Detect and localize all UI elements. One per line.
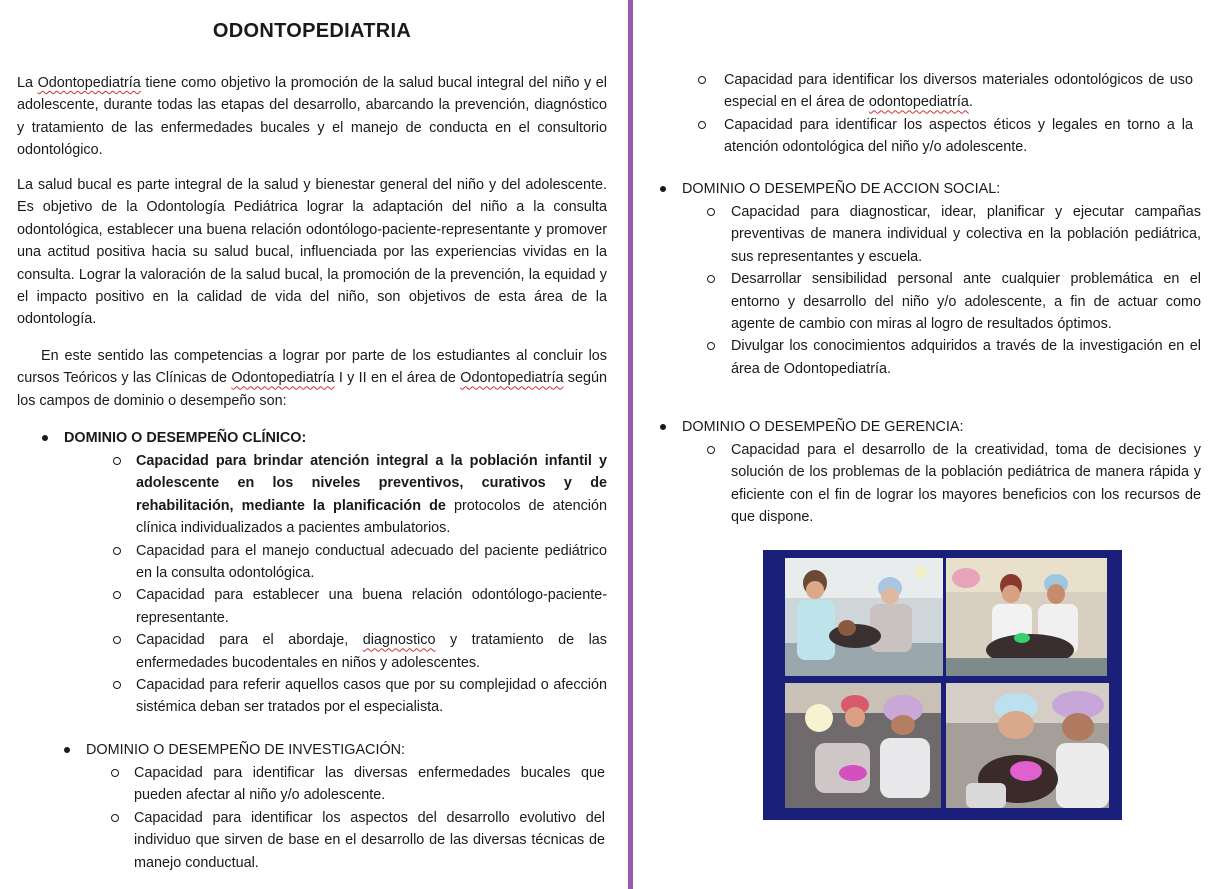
photo-collage <box>763 550 1122 820</box>
list-item <box>111 807 605 874</box>
text: Capacidad para identificar los aspectos del desarrollo evolutivo del individuo que sirven de base en el desarrollo de las diversas técnicas de manejo conductual. <box>134 809 605 871</box>
text: Capacidad para establecer una buena relación odontólogo-paciente-representante. <box>136 587 607 626</box>
list-item <box>113 629 607 674</box>
section-heading: DOMINIO O DESEMPEÑO DE INVESTIGACIÓN: <box>86 742 406 758</box>
text: Capacidad para diagnosticar, idear, planificar y ejecutar campañas preventivas de manera individual y colectiva en la población pediátrica, sus representantes y escuela. <box>731 204 1201 265</box>
section-heading: DOMINIO O DESEMPEÑO DE GERENCIA: <box>682 419 964 435</box>
section-heading: DOMINIO O DESEMPEÑO CLÍNICO: <box>64 430 307 446</box>
text: y tratamiento de las enfermedades bucodentales en niños y adolescentes. <box>136 632 607 671</box>
text: Capacidad para identificar las diversas enfermedades bucales que pueden afectar al niño y/o adolescente. <box>134 765 605 804</box>
list-item <box>113 584 607 629</box>
text: Divulgar los conocimientos adquiridos a través de la investigación en el área de Odontopediatría. <box>731 338 1201 377</box>
spellcheck-term: Odontopediatría <box>231 370 335 387</box>
text: Capacidad para el desarrollo de la creatividad, toma de decisiones y solución de los problemas de la población pediátrica de manera rápida y eficiente con el fin de lograr los mayores beneficios con los recursos de que dispone. <box>731 442 1201 526</box>
circle-bullet-icon <box>707 208 715 216</box>
photo-dental-exam-4 <box>946 683 1109 808</box>
bullet-icon <box>660 424 666 430</box>
photo-dental-exam-1 <box>785 558 943 676</box>
circle-bullet-icon <box>113 591 121 599</box>
text: protocolos de atención clínica individualizados a pacientes ambulatorios. <box>136 497 607 537</box>
list-item <box>705 439 1201 529</box>
list-item <box>113 450 607 540</box>
spellcheck-term: Odontopediatría <box>37 75 141 91</box>
circle-bullet-icon <box>113 636 121 644</box>
circle-bullet-icon <box>113 457 121 465</box>
text: La <box>17 75 38 91</box>
list-item <box>705 201 1201 268</box>
text: Desarrollar sensibilidad personal ante cualquier problemática en el entorno y desarrollo del niño y/o adolescente, a fin de actuar como agente de cambio con miras al logro de resultados óptimos. <box>731 271 1201 333</box>
circle-bullet-icon <box>707 342 715 350</box>
list-item <box>695 114 1193 159</box>
text: según los campos de dominio o desempeño son: <box>17 370 607 409</box>
photo-dental-exam-2 <box>946 558 1107 676</box>
text: I y II en el área de <box>334 370 461 387</box>
intro-paragraph-3 <box>17 345 607 412</box>
list-item <box>705 268 1201 335</box>
circle-bullet-icon <box>113 681 121 689</box>
spellcheck-term: Odontopediatría <box>460 370 564 387</box>
intro-paragraph-2: La salud bucal es parte integral de la salud y bienestar general del niño y del adolescente. Es objetivo de la Odontología Pediátrica lograr la adaptación del niño a la consulta odontológica, establecer una buena relación odontólogo-paciente-representante y promover una actitud positiva hacia su salud bucal, influenciada por las experiencias vividas en la consulta. Lograr la valoración de la salud bucal, la promoción de la prevención, la equidad y el impacto positivo en la calidad de vida del niño, son objetivos de esta área de la odontología. <box>17 177 607 328</box>
list-item <box>705 335 1201 380</box>
bullet-icon <box>660 186 666 192</box>
circle-bullet-icon <box>698 121 706 129</box>
section-heading: DOMINIO O DESEMPEÑO DE ACCION SOCIAL: <box>682 181 1001 197</box>
list-item <box>111 762 605 807</box>
list-item <box>113 674 607 719</box>
circle-bullet-icon <box>111 814 119 822</box>
text: Capacidad para el manejo conductual adecuado del paciente pediátrico en la consulta odontológica. <box>136 542 607 582</box>
list-item <box>695 69 1193 114</box>
text: tiene como objetivo la promoción de la salud bucal integral del niño y el adolescente, durante todas las etapas del desarrollo, abarcando la prevención, diagnóstico y tratamiento de las enfermedades bucales y el manejo de conducta en el consultorio odontológico. <box>17 75 607 159</box>
bullet-icon <box>64 747 70 753</box>
list-item <box>113 540 607 585</box>
text-bold: Capacidad para brindar atención integral a la población infantil y adolescente en los niveles preventivos, curativos y de rehabilitación, mediante la planificación de <box>136 453 607 514</box>
circle-bullet-icon <box>707 275 715 283</box>
page-title: ODONTOPEDIATRIA <box>212 20 412 42</box>
spellcheck-term: diagnostico <box>362 632 436 649</box>
text: Capacidad para identificar los aspectos éticos y legales en torno a la atención odontológica del niño y/o adolescente. <box>724 116 1193 156</box>
column-divider <box>628 0 633 889</box>
photo-dental-exam-3 <box>785 683 941 808</box>
spellcheck-term: odontopediatría <box>868 94 969 111</box>
intro-paragraph-1 <box>17 72 607 162</box>
text: En este sentido las competencias a lograr por parte de los estudiantes al concluir los cursos Teóricos y las Clínicas de <box>17 348 607 387</box>
bullet-icon <box>42 435 48 441</box>
circle-bullet-icon <box>707 446 715 454</box>
text: Capacidad para el abordaje, <box>136 632 363 649</box>
circle-bullet-icon <box>113 547 121 555</box>
text: Capacidad para referir aquellos casos que por su complejidad o afección sistémica deban ser tratados por el especialista. <box>136 677 607 716</box>
circle-bullet-icon <box>698 76 706 84</box>
text: . <box>968 94 973 111</box>
circle-bullet-icon <box>111 769 119 777</box>
text: Capacidad para identificar los diversos materiales odontológicos de uso especial en el área de <box>724 72 1193 111</box>
